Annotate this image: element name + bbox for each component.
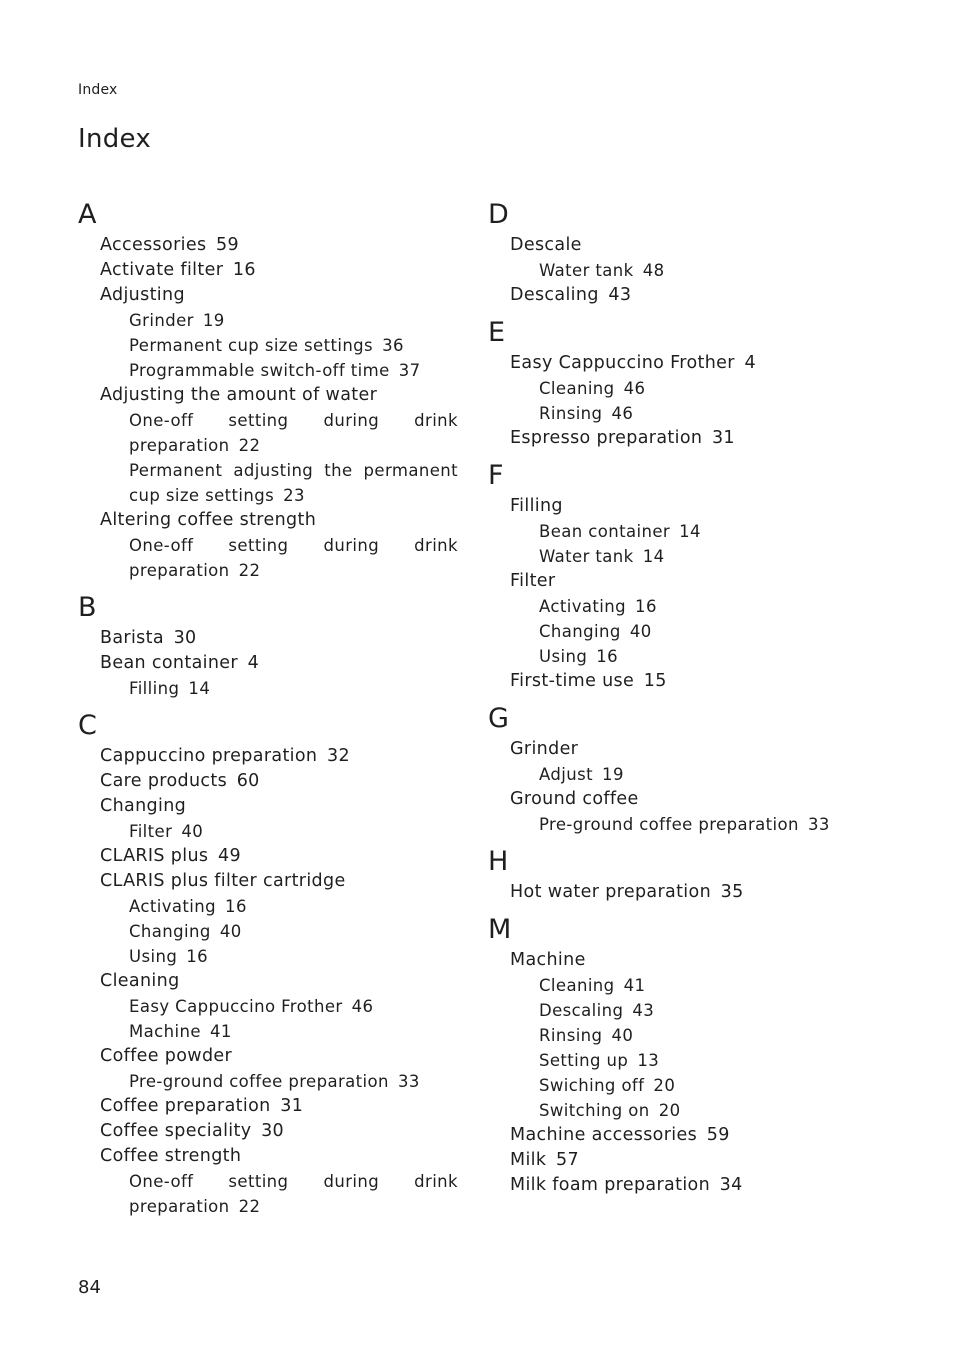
subentry-term: Adjust [539,765,593,784]
index-entry [78,794,458,819]
index-subentry [488,1048,868,1073]
section-letter: C [78,710,97,741]
entry-page-ref: 57 [555,1150,579,1170]
entry-term: Bean container [100,653,238,673]
subentry-term: Pre-ground coffee preparation [129,1072,389,1091]
entry-term: Adjusting the amount of water [100,385,378,405]
entry-page-ref: 30 [261,1121,285,1141]
index-subentry [78,994,458,1019]
subentry-term: Permanent adjusting the permanent cup size settings [129,461,458,505]
subentry-term: Changing [129,922,211,941]
entry-term: Coffee preparation [100,1096,271,1116]
index-entry [78,969,458,994]
index-subentry [78,333,458,358]
index-subentry [78,1169,458,1219]
index-subentry [488,519,868,544]
index-entry [78,626,458,651]
index-subentry [78,533,458,583]
subentry-page-ref: 19 [602,765,624,784]
index-subentry [488,973,868,998]
subentry-term: Switching on [539,1101,650,1120]
index-subentry [78,676,458,701]
subentry-term: Bean container [539,522,671,541]
subentry-term: Programmable switch-off time [129,361,390,380]
index-entry [78,651,458,676]
section-letter: M [488,914,512,945]
entry-term: Coffee powder [100,1046,233,1066]
entry-page-ref: 32 [327,746,350,766]
subentry-term: Swiching off [539,1076,645,1095]
subentry-page-ref: 43 [632,1001,655,1020]
index-entry [488,351,868,376]
subentry-term: Descaling [539,1001,624,1020]
running-head: Index [78,82,118,98]
subentry-term: One-off setting during drink preparation [129,536,458,580]
subentry-term: Easy Cappuccino Frother [129,997,343,1016]
entry-term: Ground coffee [510,789,639,809]
subentry-page-ref: 37 [398,361,421,380]
subentry-page-ref: 33 [397,1072,420,1091]
entry-page-ref: 16 [232,260,256,280]
subentry-page-ref: 22 [238,436,261,455]
entry-term: Milk foam preparation [510,1175,711,1195]
subentry-term: Using [129,947,178,966]
subentry-term: Permanent cup size settings [129,336,374,355]
subentry-page-ref: 14 [188,679,211,698]
index-entry [78,769,458,794]
entry-term: Changing [100,796,187,816]
entry-term: Espresso preparation [510,428,703,448]
index-entry [488,787,868,812]
index-entry [488,669,868,694]
subentry-page-ref: 40 [181,822,204,841]
entry-term: Altering coffee strength [100,510,317,530]
entry-page-ref: 4 [247,653,260,673]
index-entry [488,1173,868,1198]
index-subentry [488,812,868,837]
index-entry [78,383,458,408]
subentry-term: Pre-ground coffee preparation [539,815,799,834]
subentry-page-ref: 46 [611,404,634,423]
subentry-page-ref: 40 [611,1026,634,1045]
index-section-f [488,459,868,694]
entry-term: Hot water preparation [510,882,712,902]
subentry-term: Machine [129,1022,201,1041]
index-entry [78,1094,458,1119]
index-column-left [78,198,458,1219]
subentry-page-ref: 16 [596,647,619,666]
index-subentry [78,1019,458,1044]
subentry-page-ref: 16 [186,947,209,966]
index-subentry [488,619,868,644]
index-section-h [488,845,868,905]
index-subentry [488,998,868,1023]
index-section-d [488,198,868,308]
index-entry [78,1119,458,1144]
entry-term: Descaling [510,285,599,305]
section-letter: H [488,846,509,877]
subentry-page-ref: 13 [637,1051,660,1070]
index-entry [488,283,868,308]
subentry-page-ref: 41 [623,976,646,995]
entry-page-ref: 31 [280,1096,304,1116]
subentry-term: Filter [129,822,173,841]
index-subentry [488,258,868,283]
section-letter: G [488,703,509,734]
index-entry [488,948,868,973]
section-letter: D [488,199,509,230]
index-subentry [488,544,868,569]
entry-page-ref: 31 [711,428,735,448]
entry-term: Descale [510,235,582,255]
subentry-page-ref: 22 [238,561,261,580]
subentry-page-ref: 40 [219,922,242,941]
subentry-term: One-off setting during drink preparation [129,1172,458,1216]
subentry-term: Water tank [539,547,634,566]
page-number: 84 [78,1277,101,1298]
subentry-page-ref: 16 [225,897,247,916]
entry-term: Adjusting [100,285,185,305]
subentry-page-ref: 48 [642,261,665,280]
entry-page-ref: 59 [706,1125,730,1145]
index-entry [78,844,458,869]
entry-term: Filling [510,496,563,516]
index-entry [488,569,868,594]
subentry-term: One-off setting during drink preparation [129,411,458,455]
entry-page-ref: 43 [608,285,632,305]
index-subentry [78,358,458,383]
section-letter: E [488,317,506,348]
entry-term: Milk [510,1150,547,1170]
subentry-page-ref: 23 [283,486,305,505]
index-subentry [78,944,458,969]
section-letter: A [78,199,97,230]
subentry-page-ref: 33 [807,815,830,834]
entry-term: Activate filter [100,260,224,280]
entry-term: First-time use [510,671,635,691]
index-column-right [488,198,868,1198]
index-section-g [488,702,868,837]
entry-term: Barista [100,628,164,648]
index-entry [78,1044,458,1069]
subentry-term: Setting up [539,1051,629,1070]
subentry-term: Filling [129,679,180,698]
index-entry [78,744,458,769]
subentry-term: Water tank [539,261,634,280]
entry-term: Grinder [510,739,579,759]
index-subentry [488,1098,868,1123]
subentry-page-ref: 20 [658,1101,681,1120]
index-subentry [78,408,458,458]
index-entry [78,508,458,533]
subentry-page-ref: 14 [679,522,701,541]
subentry-term: Grinder [129,311,194,330]
index-subentry [488,644,868,669]
index-section-c [78,709,458,1219]
index-subentry [488,401,868,426]
index-entry [488,1148,868,1173]
entry-term: Coffee speciality [100,1121,252,1141]
subentry-term: Activating [539,597,626,616]
subentry-page-ref: 36 [382,336,404,355]
entry-term: CLARIS plus [100,846,209,866]
index-subentry [78,308,458,333]
index-section-b [78,591,458,701]
entry-term: Filter [510,571,556,591]
subentry-page-ref: 19 [202,311,225,330]
entry-term: Cleaning [100,971,180,991]
subentry-page-ref: 46 [351,997,374,1016]
subentry-page-ref: 46 [623,379,646,398]
subentry-page-ref: 20 [653,1076,676,1095]
entry-term: Machine accessories [510,1125,698,1145]
entry-page-ref: 15 [643,671,667,691]
index-entry [488,426,868,451]
entry-page-ref: 35 [720,882,744,902]
subentry-term: Rinsing [539,1026,603,1045]
index-subentry [78,819,458,844]
entry-term: CLARIS plus filter cartridge [100,871,346,891]
subentry-term: Changing [539,622,621,641]
entry-term: Easy Cappuccino Frother [510,353,735,373]
index-entry [78,233,458,258]
entry-term: Accessories [100,235,207,255]
entry-page-ref: 30 [173,628,197,648]
subentry-term: Activating [129,897,216,916]
section-letter: B [78,592,97,623]
entry-page-ref: 60 [236,771,260,791]
index-subentry [488,1023,868,1048]
entry-page-ref: 34 [719,1175,743,1195]
subentry-term: Cleaning [539,976,615,995]
entry-page-ref: 4 [744,353,756,373]
index-entry [488,880,868,905]
subentry-page-ref: 41 [209,1022,232,1041]
page-title: Index [78,124,152,154]
index-subentry [78,894,458,919]
entry-term: Coffee strength [100,1146,242,1166]
index-entry [488,1123,868,1148]
section-letter: F [488,460,504,491]
subentry-page-ref: 16 [635,597,657,616]
index-entry [78,283,458,308]
entry-term: Machine [510,950,586,970]
entry-term: Cappuccino preparation [100,746,318,766]
index-section-m [488,913,868,1198]
index-entry [78,258,458,283]
index-subentry [488,594,868,619]
subentry-page-ref: 22 [238,1197,261,1216]
index-entry [78,1144,458,1169]
index-subentry [488,376,868,401]
index-section-e [488,316,868,451]
index-entry [488,233,868,258]
index-subentry [78,458,458,508]
index-subentry [488,1073,868,1098]
index-entry [78,869,458,894]
entry-page-ref: 59 [216,235,239,255]
index-section-a [78,198,458,583]
subentry-page-ref: 40 [629,622,652,641]
index-entry [488,494,868,519]
entry-term: Care products [100,771,228,791]
subentry-term: Using [539,647,588,666]
entry-page-ref: 49 [218,846,241,866]
index-entry [488,737,868,762]
subentry-term: Cleaning [539,379,615,398]
index-subentry [78,919,458,944]
index-subentry [488,762,868,787]
subentry-page-ref: 14 [642,547,665,566]
index-subentry [78,1069,458,1094]
subentry-term: Rinsing [539,404,603,423]
